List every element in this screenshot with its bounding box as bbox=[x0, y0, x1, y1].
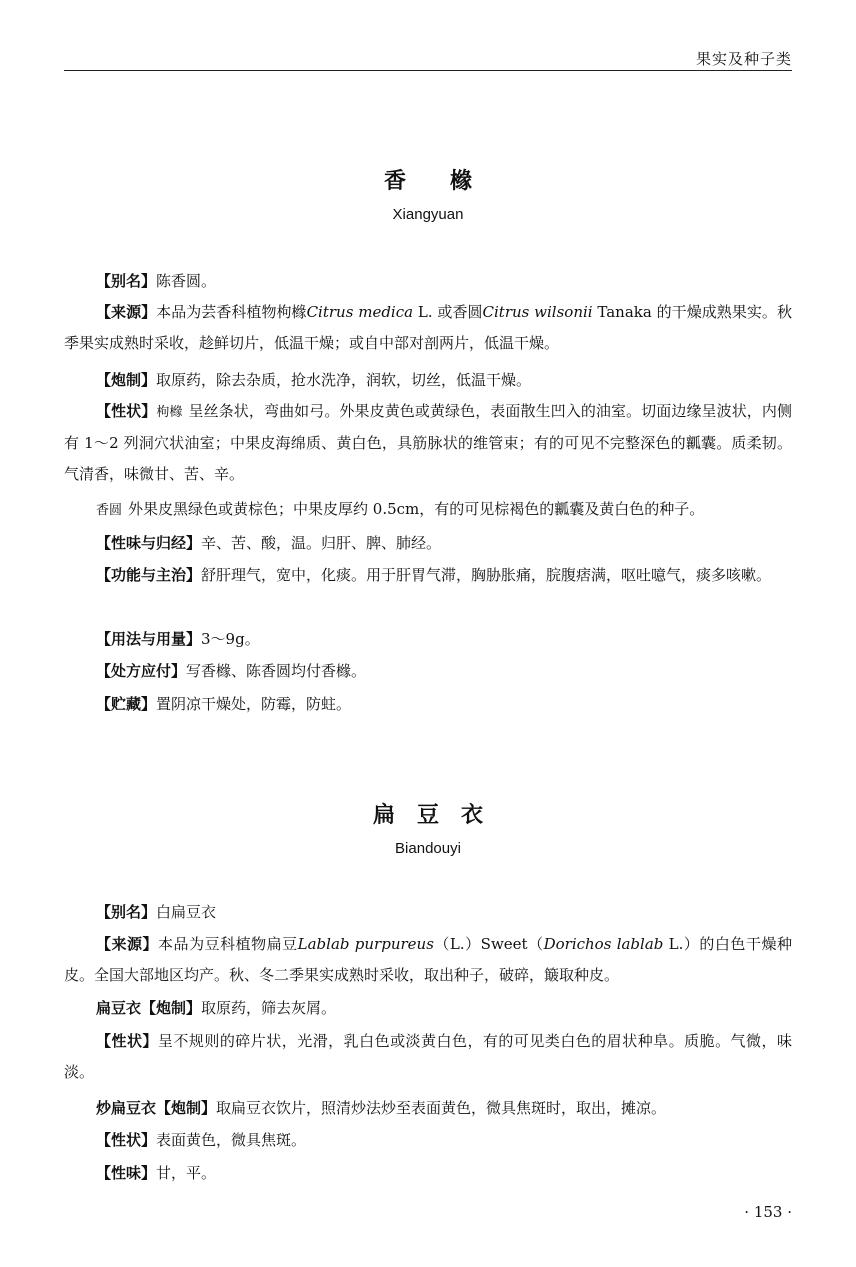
latin-name: Citrus medica bbox=[306, 303, 414, 321]
storage-text: 置阴凉干燥处，防霉，防蛀。 bbox=[156, 695, 352, 713]
source-text: 本品为豆科植物扁豆 bbox=[158, 935, 298, 953]
function-text: 舒肝理气，宽中，化痰。用于肝胃气滞，胸胁胀痛，脘腹痞满，呕吐噫气，痰多咳嗽。 bbox=[201, 566, 772, 584]
source-text: 本品为芸香科植物枸橼 bbox=[156, 303, 307, 321]
character-paragraph bbox=[64, 1026, 792, 1088]
processing-text: 取原药，除去杂质，抢水洗净，润软，切丝，低温干燥。 bbox=[156, 371, 532, 389]
fried-character-text: 表面黄色，微具焦斑。 bbox=[156, 1131, 307, 1149]
entry-title-biandouyi: 扁 豆 衣 bbox=[372, 803, 483, 828]
character-label: 【性状】 bbox=[96, 402, 157, 420]
entry-pinyin-xiangyuan: Xiangyuan bbox=[392, 206, 464, 223]
usage-paragraph bbox=[64, 624, 792, 655]
alias-text: 陈香圆。 bbox=[156, 272, 217, 290]
source-text: L. 或香圆 bbox=[413, 303, 483, 321]
processing-label: 【炮制】 bbox=[96, 371, 157, 389]
function-label: 【功能与主治】 bbox=[96, 566, 202, 584]
processing-paragraph bbox=[64, 993, 792, 1024]
running-header bbox=[64, 40, 792, 71]
usage-text: 3～9g。 bbox=[201, 630, 260, 648]
function-paragraph bbox=[64, 560, 792, 591]
taste-label: 【性味】 bbox=[96, 1164, 157, 1182]
fried-character-paragraph bbox=[64, 1125, 792, 1156]
fried-character-label: 【性状】 bbox=[96, 1131, 157, 1149]
character2-paragraph bbox=[64, 494, 792, 526]
processing-paragraph bbox=[64, 365, 792, 396]
taste-paragraph bbox=[64, 1158, 792, 1189]
character2-text: 外果皮黑绿色或黄棕色；中果皮厚约 0.5cm，有的可见棕褐色的瓤囊及黄白色的种子。 bbox=[128, 500, 705, 518]
prescription-paragraph bbox=[64, 656, 792, 687]
source-text: Tanaka 的干燥成熟果实。秋季果实成熟时采收，趁鲜切片，低温干燥；或自中部对剖两片，低温干燥。 bbox=[64, 303, 792, 352]
usage-label: 【用法与用量】 bbox=[96, 630, 202, 648]
latin-name: Lablab purpureus bbox=[297, 935, 434, 953]
processing-label: 扁豆衣【炮制】 bbox=[96, 999, 202, 1017]
processing-text: 取原药，筛去灰屑。 bbox=[201, 999, 337, 1017]
section-title: 果实及种子类 bbox=[695, 50, 792, 68]
character-text: 呈不规则的碎片状，光滑，乳白色或淡黄白色，有的可见类白色的眉状种阜。质脆。气微，味淡。 bbox=[64, 1032, 792, 1081]
taste-text: 甘，平。 bbox=[156, 1164, 217, 1182]
taste-label: 【性味与归经】 bbox=[96, 534, 202, 552]
taste-paragraph bbox=[64, 528, 792, 559]
character-paragraph bbox=[64, 396, 792, 490]
prescription-label: 【处方应付】 bbox=[96, 662, 187, 680]
latin-name: Dorichos lablab bbox=[543, 935, 664, 953]
character-sub: 枸橼 bbox=[156, 405, 183, 420]
fried-paragraph bbox=[64, 1093, 792, 1124]
entry-title-xiangyuan: 香 橼 bbox=[383, 169, 472, 194]
character-text: 呈丝条状，弯曲如弓。外果皮黄色或黄绿色，表面散生凹入的油室。切面边缘呈波状，内侧有 1～2 列洞穴状油室；中果皮海绵质、黄白色，具筋脉状的维管束；有的可见不完整深色的瓤囊。质柔韧。气清香，味微甘、苦、辛。 bbox=[64, 402, 792, 483]
alias-paragraph bbox=[64, 266, 792, 297]
source-label: 【来源】 bbox=[96, 935, 159, 953]
alias-paragraph bbox=[64, 897, 792, 928]
fried-text: 取扁豆衣饮片，照清炒法炒至表面黄色，微具焦斑时，取出，摊凉。 bbox=[216, 1099, 667, 1117]
character2-sub: 香圆 bbox=[96, 503, 123, 518]
alias-label: 【别名】 bbox=[96, 903, 157, 921]
entry-pinyin-biandouyi: Biandouyi bbox=[395, 840, 461, 857]
alias-text: 白扁豆衣 bbox=[156, 903, 217, 921]
character-label: 【性状】 bbox=[96, 1032, 158, 1050]
page-number: · 153 · bbox=[744, 1203, 792, 1221]
source-text: L.）的白色干燥种皮。全国大部地区均产。秋、冬二季果实成熟时采收，取出种子，破碎，簸取种皮。 bbox=[64, 935, 792, 984]
taste-text: 辛、苦、酸，温。归肝、脾、肺经。 bbox=[201, 534, 442, 552]
fried-label: 炒扁豆衣【炮制】 bbox=[96, 1099, 217, 1117]
alias-label: 【别名】 bbox=[96, 272, 157, 290]
source-paragraph bbox=[64, 929, 792, 991]
storage-paragraph bbox=[64, 689, 792, 720]
storage-label: 【贮藏】 bbox=[96, 695, 157, 713]
source-paragraph bbox=[64, 297, 792, 359]
source-label: 【来源】 bbox=[96, 303, 157, 321]
source-text: （L.）Sweet（ bbox=[433, 935, 544, 953]
prescription-text: 写香橼、陈香圆均付香橼。 bbox=[186, 662, 367, 680]
latin-name: Citrus wilsonii bbox=[482, 303, 593, 321]
